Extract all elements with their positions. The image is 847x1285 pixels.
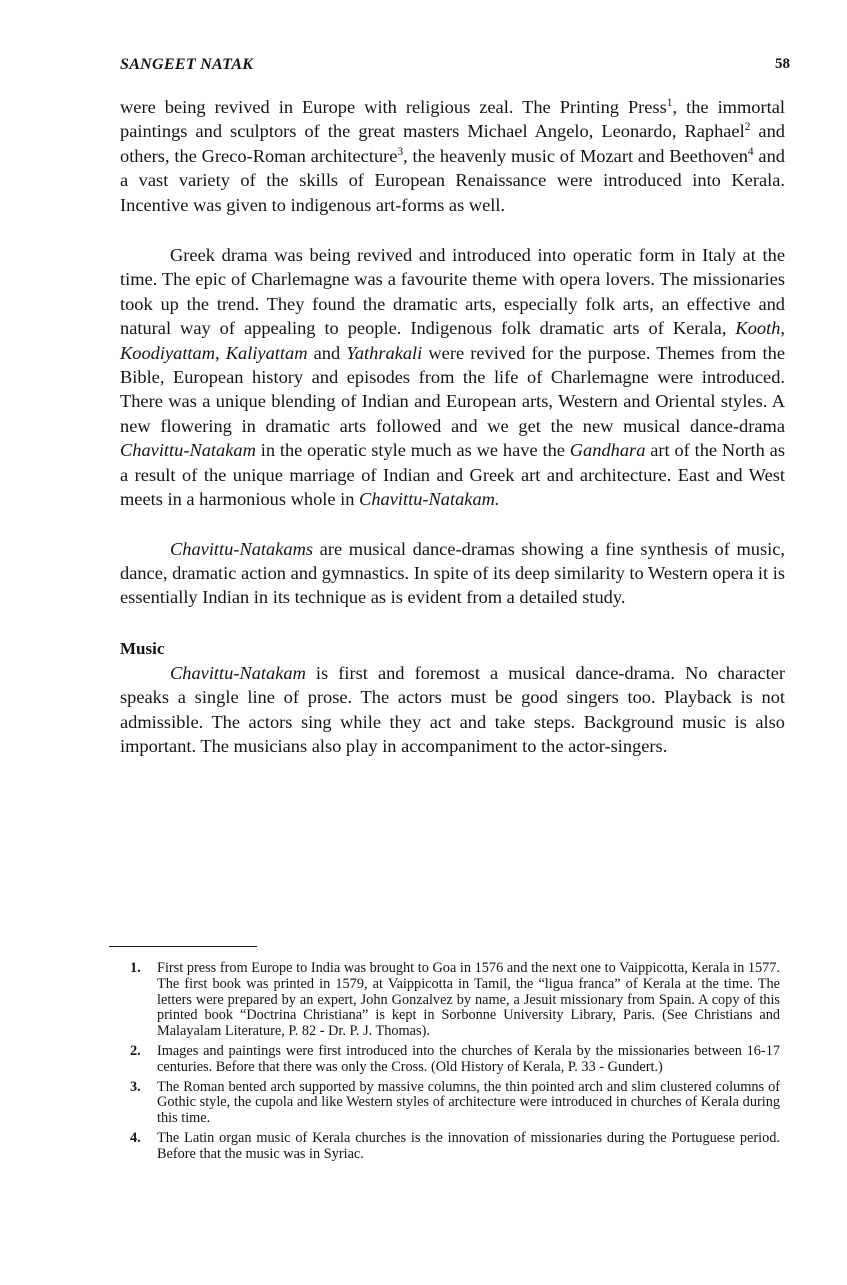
italic-term: Chavittu-Natakams — [170, 538, 314, 559]
text-run: were revived for the purpose. Themes from the Bible, European history and episodes from the life of Charlemagne were introduced. There was a unique blending of Indian and European arts, Western and Oriental styles. A new flowering in dramatic arts followed and we get the new musical dance-drama — [120, 342, 785, 436]
italic-term: Kaliyattam — [225, 342, 308, 363]
footnote-divider — [109, 946, 257, 947]
italic-term: Chavittu-Natakam — [120, 440, 256, 461]
footnote-1 — [130, 961, 780, 1040]
paragraph-1 — [120, 95, 785, 217]
footnote-2 — [130, 1044, 780, 1076]
footnote-number: 3. — [130, 1078, 141, 1095]
text-run: is first and foremost a musical dance-drama. No character speaks a single line of prose. The actors must be good singers too. Playback is not admissible. The actors sing while they act and take steps. Background music is also important. The musicians also play in accompaniment to the actor-singers. — [120, 662, 785, 756]
italic-term: Chavittu-Natakam — [170, 662, 306, 683]
text-run: and others, the Greco-Roman architecture — [120, 121, 785, 166]
page-number: 58 — [775, 56, 790, 72]
footnote-ref-1: 1 — [666, 96, 673, 109]
text-run: were being revived in Europe with religious zeal. The Printing Press — [120, 97, 667, 117]
paragraph-3 — [120, 537, 785, 610]
italic-term: Kooth — [735, 318, 781, 339]
footnote-text: The Latin organ music of Kerala churches is the innovation of missionaries during the Portuguese period. Before that the music was in Syriac. — [157, 1129, 780, 1162]
footnote-number: 1. — [130, 960, 141, 976]
body-text — [120, 95, 785, 758]
italic-term: Koodiyattam — [120, 342, 216, 363]
paragraph-2 — [120, 243, 785, 511]
text-run: in the operatic style much as we have the — [255, 440, 570, 461]
text-run: Greek drama was being revived and introduced into operatic form in Italy at the time. The epic of Charlemagne was a favourite theme with opera lovers. The missionaries took up the trend. They found the dramatic arts, especially folk arts, an effective and natural way of appealing to people. Indigenous folk dramatic arts of Kerala, — [120, 245, 785, 339]
footnote-text: The Roman bented arch supported by massive columns, the thin pointed arch and slim clustered columns of Gothic style, the cupola and like Western styles of architecture were introduced in churches of Kerala during this time. — [157, 1078, 780, 1127]
text-run: , — [215, 342, 226, 363]
footnote-text: Images and paintings were first introduced into the churches of Kerala by the missionaries between 16-17 centuries. Before that there was only the Cross. (Old History of Kerala, P. 33 - Gundert.) — [157, 1042, 780, 1075]
footnote-text: First press from Europe to India was brought to Goa in 1576 and the next one to Vaippicotta, Kerala in 1577. The first book was printed in 1579, at Vaippicotta in Tamil, the “ligua franca” of Kerala at the time. The letters were prepared by an expert, John Gonzalvez by name, a Jesuit missionary from Spain. A copy of this printed book “Doctrina Christiana” is kept in Sorbonne University Library, Paris. (See Christians and Malayalam Literature, P. 82 - Dr. P. J. Thomas). — [157, 960, 780, 1040]
text-run: , — [780, 318, 785, 339]
section-heading: Music — [120, 638, 165, 658]
text-run: , the heavenly music of Mozart and Beethoven — [403, 145, 748, 166]
footnote-4 — [130, 1131, 780, 1163]
page-header — [120, 56, 790, 80]
text-run: and — [307, 342, 347, 363]
footnote-ref-4: 4 — [747, 145, 754, 158]
footnote-number: 4. — [130, 1129, 141, 1146]
running-title: SANGEET NATAK — [120, 56, 254, 73]
text-run: art of the North as a result of the unique marriage of Indian and Greek art and architecture. East and West meets in a harmonious whole in — [120, 440, 785, 510]
footnote-number: 2. — [130, 1042, 141, 1059]
paragraph-4 — [120, 661, 785, 759]
italic-term: Yathrakali — [346, 342, 423, 363]
footnote-ref-3: 3 — [397, 145, 404, 158]
text-run: , the immortal paintings and sculptors of the great masters Michael Angelo, Leonardo, Raphael — [120, 97, 785, 142]
text-run: and a vast variety of the skills of European Renaissance were introduced into Kerala. Incentive was given to indigenous art-forms as well. — [120, 145, 785, 215]
italic-term: Gandhara — [569, 440, 646, 461]
footnote-ref-2: 2 — [744, 121, 751, 134]
text-run: are musical dance-dramas showing a fine synthesis of music, dance, dramatic action and gymnastics. In spite of its deep similarity to Western opera it is essentially Indian in its technique as is evident from a detailed study. — [120, 538, 785, 608]
italic-term: Chavittu-Natakam. — [359, 489, 500, 510]
footnotes — [130, 961, 780, 1167]
footnote-3 — [130, 1080, 780, 1127]
